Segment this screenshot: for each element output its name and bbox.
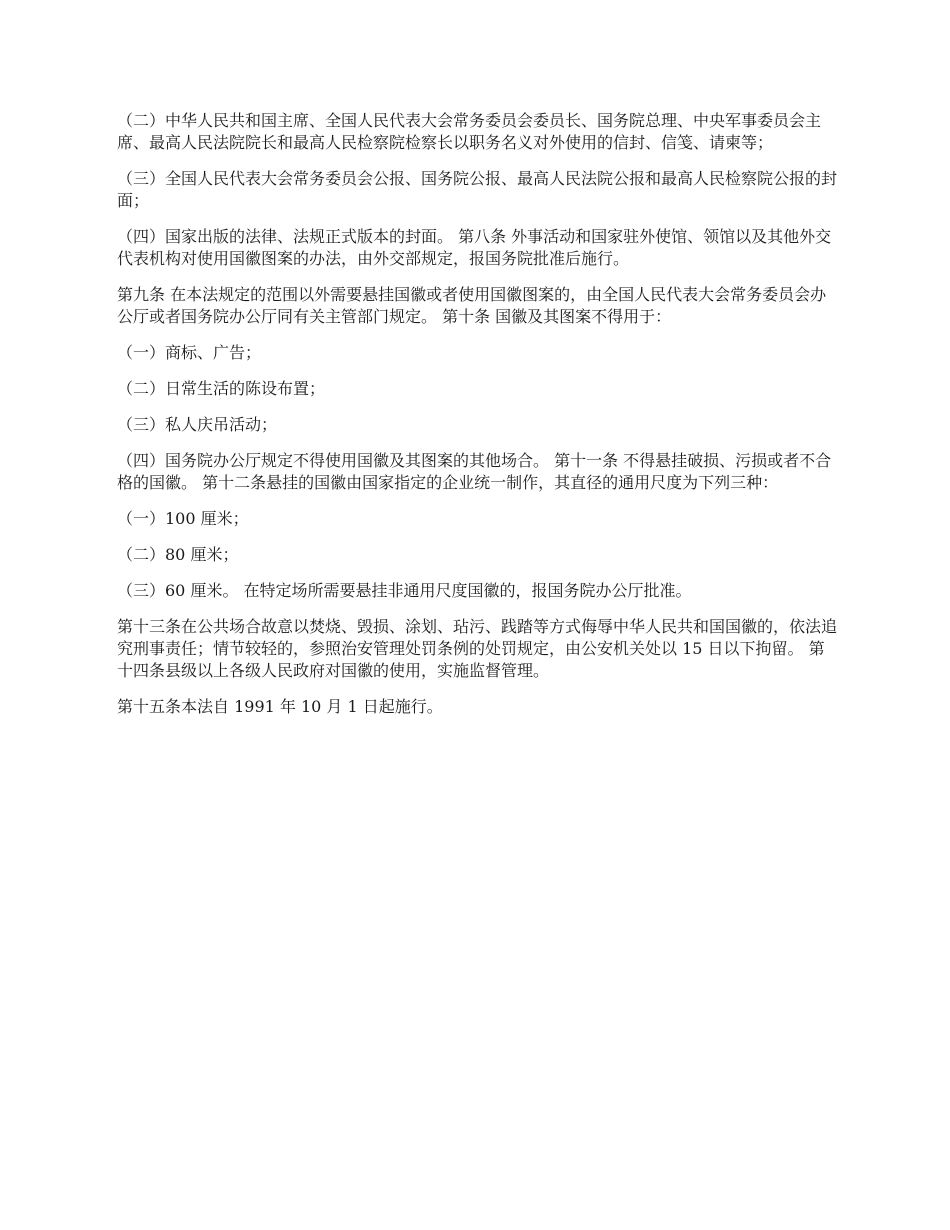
paragraph-size-80: （二）80 厘米； (117, 545, 239, 564)
paragraph-prohibited-2: （二）日常生活的陈设布置； (117, 379, 326, 398)
paragraph-article-13-14: 第十三条在公共场合故意以焚烧、毁损、涂划、玷污、践踏等方式侮辱中华人民共和国国徽的，依法追究刑事责任；情节较轻的，参照治安管理处罚条例的处罚规定，由公安机关处以 15 日以下拘留。 第十四条县级以上各级人民政府对国徽的使用，实施监督管理。 (117, 617, 838, 680)
paragraph-article-11-12: （四）国务院办公厅规定不得使用国徽及其图案的其他场合。 第十一条 不得悬挂破损、污损或者不合格的国徽。 第十二条悬挂的国徽由国家指定的企业统一制作，其直径的通用尺度为下列三种： (117, 451, 832, 492)
paragraph-prohibited-3: （三）私人庆吊活动； (117, 415, 278, 434)
paragraph-item-2: （二）中华人民共和国主席、全国人民代表大会常务委员会委员长、国务院总理、中央军事委员会主席、最高人民法院院长和最高人民检察院检察长以职务名义对外使用的信封、信笺、请柬等； (117, 111, 822, 152)
paragraph-size-100: （一）100 厘米； (117, 509, 249, 528)
paragraph-article-15: 第十五条本法自 1991 年 10 月 1 日起施行。 (117, 697, 443, 716)
paragraph-article-8: （四）国家出版的法律、法规正式版本的封面。 第八条 外事活动和国家驻外使馆、领馆以及其他外交代表机构对使用国徽图案的办法，由外交部规定，报国务院批准后施行。 (117, 227, 832, 268)
paragraph-size-60: （三）60 厘米。 在特定场所需要悬挂非通用尺度国徽的，报国务院办公厅批准。 (117, 581, 692, 600)
paragraph-item-3: （三）全国人民代表大会常务委员会公报、国务院公报、最高人民法院公报和最高人民检察院公报的封面； (117, 169, 838, 210)
paragraph-article-9-10: 第九条 在本法规定的范围以外需要悬挂国徽或者使用国徽图案的，由全国人民代表大会常务委员会办公厅或者国务院办公厅同有关主管部门规定。 第十条 国徽及其图案不得用于： (117, 285, 827, 326)
paragraph-prohibited-1: （一）商标、广告； (117, 343, 262, 362)
